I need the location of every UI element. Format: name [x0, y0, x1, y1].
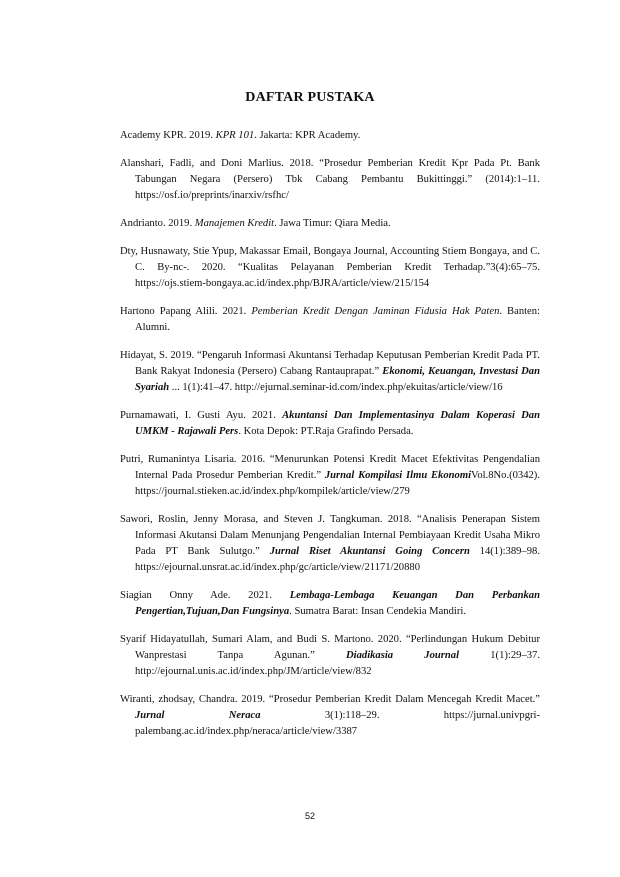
reference-journal: Jurnal Kompilasi Ilmu Ekonomi [324, 470, 472, 481]
reference-title: Pemberian Kredit Dengan Jaminan Fidusia Hak Paten [251, 306, 500, 317]
reference-title: Lembaga-Lembaga Keuangan Dan Perbankan Pengertian,Tujuan,Dan Fungsinya [135, 590, 540, 617]
reference-text: Academy KPR. 2019. [120, 130, 216, 141]
reference-text: Putri, Rumanintya Lisaria. 2016. “Menurunkan Potensi Kredit Macet Efektivitas Pengendalian Internal Pada Prosedur Pemberian Kredit.” [120, 454, 540, 481]
reference-publisher: 3(1):118–29. https://jurnal.univpgri-palembang.ac.id/index.php/neraca/article/view/3387 [135, 710, 540, 737]
reference-publisher: . Banten: Alumni. [135, 306, 540, 333]
reference-publisher: ... 1(1):41–47. http://ejurnal.seminar-id.com/index.php/ekuitas/article/view/16 [169, 382, 503, 393]
reference-text: Siagian Onny Ade. 2021. [120, 590, 290, 601]
reference-text: Hartono Papang Alili. 2021. [120, 306, 252, 317]
reference-entry-9 [120, 512, 540, 576]
reference-entry-5 [120, 304, 540, 336]
reference-text: Dty, Husnawaty, Stie Ypup, Makassar Email, Bongaya Journal, Accounting Stiem Bongaya, and C. C. By-nc-. 2020. “Kualitas Pelayanan Pemberian Kredit Terhadap.”3(4):65–75. https://ojs.stiem-bongaya.ac.id/index.php/BJRA/article/view/215/154 [120, 246, 540, 289]
reference-journal: Diadikasia Journal [346, 650, 460, 661]
reference-text: Sawori, Roslin, Jenny Morasa, and Steven J. Tangkuman. 2018. “Analisis Penerapan Sistem Informasi Akutansi Dalam Menunjang Pengendalian Internal Pembiayaan Kredit Usaha Mikro Pada PT Bank Sulutgo.” [120, 514, 540, 557]
reference-publisher: . Jakarta: KPR Academy. [254, 130, 361, 141]
reference-list [120, 128, 540, 752]
reference-publisher: . Kota Depok: PT.Raja Grafindo Persada. [238, 426, 414, 437]
reference-text: Alanshari, Fadli, and Doni Marlius. 2018. “Prosedur Pemberian Kredit Kpr Pada Pt. Bank Tabungan Negara (Persero) Tbk Cabang Pembantu Bukittinggi.” (2014):1–11. https://osf.io/preprints/inarxiv/rsfhc/ [120, 158, 540, 201]
page-title: DAFTAR PUSTAKA [245, 90, 375, 105]
reference-entry-7 [120, 408, 540, 440]
reference-text: Purnamawati, I. Gusti Ayu. 2021. [120, 410, 283, 421]
reference-publisher: Vol.8No.(0342). https://journal.stieken.ac.id/index.php/kompilek/article/view/279 [135, 470, 540, 497]
reference-text: Syarif Hidayatullah, Sumari Alam, and Budi S. Martono. 2020. “Perlindungan Hukum Debitur Wanprestasi Tanpa Agunan.” [120, 634, 540, 661]
reference-publisher: 1(1):29–37. http://ejournal.unis.ac.id/index.php/JM/article/view/832 [135, 650, 540, 677]
reference-publisher: . Sumatra Barat: Insan Cendekia Mandiri. [289, 606, 466, 617]
reference-journal: Ekonomi, Keuangan, Investasi Dan Syariah [135, 366, 540, 393]
reference-title: Akuntansi Dan Implementasinya Dalam Koperasi Dan UMKM - Rajawali Pers [135, 410, 540, 437]
reference-text: Wiranti, zhodsay, Chandra. 2019. “Prosedur Pemberian Kredit Dalam Mencegah Kredit Macet.” [120, 694, 540, 705]
reference-entry-1 [120, 128, 540, 144]
reference-text: Hidayat, S. 2019. “Pengaruh Informasi Akuntansi Terhadap Keputusan Pemberian Kredit Pada PT. Bank Rakyat Indonesia (Persero) Cabang Rantauprapat.” [120, 350, 540, 377]
reference-text: Andrianto. 2019. [120, 218, 195, 229]
reference-title: Manajemen Kredit [194, 218, 275, 229]
page-number: 52 [304, 811, 315, 821]
reference-entry-6 [120, 348, 540, 396]
reference-journal: Jurnal Riset Akuntansi Going Concern [269, 546, 470, 557]
reference-journal: Jurnal Neraca [135, 710, 261, 721]
reference-entry-4 [120, 244, 540, 292]
reference-title: KPR 101 [215, 130, 255, 141]
reference-publisher: 14(1):389–98. https://ejournal.unsrat.ac.id/index.php/gc/article/view/21171/20880 [135, 546, 540, 573]
reference-entry-11 [120, 632, 540, 680]
reference-entry-12 [120, 692, 540, 740]
reference-publisher: . Jawa Timur: Qiara Media. [274, 218, 391, 229]
reference-entry-2 [120, 156, 540, 204]
reference-entry-3 [120, 216, 540, 232]
reference-entry-10 [120, 588, 540, 620]
reference-entry-8 [120, 452, 540, 500]
